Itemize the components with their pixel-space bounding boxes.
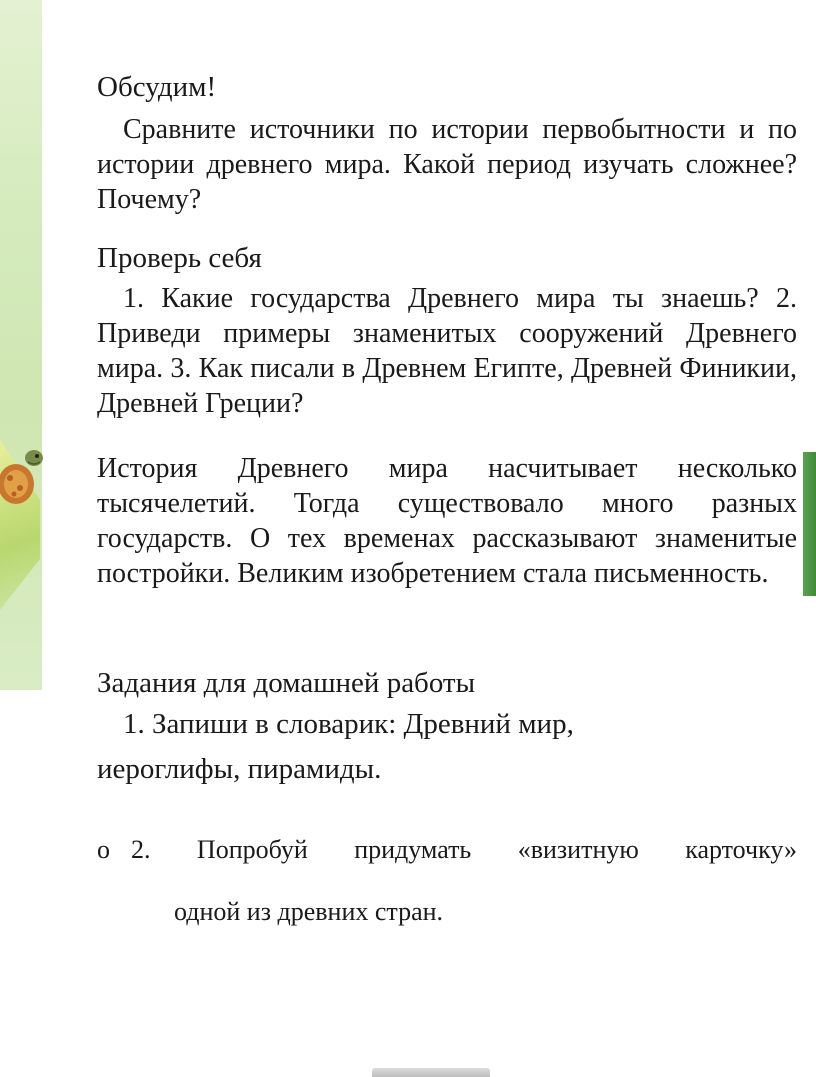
decorative-side-strip [0,0,42,690]
discuss-paragraph: Сравните источники по истории первобытности и по истории древнего мира. Какой период изучать сложнее? Почему? [97,114,797,215]
homework-task-1-line-1: 1. Запиши в словарик: Древний мир, [123,708,574,740]
homework-task-2-line-2: одной из древних стран. [174,897,444,926]
homework-heading: Задания для домашней работы [97,667,476,699]
summary-paragraph: История Древнего мира насчитывает несколько тысячелетий. Тогда существовало много разных государств. О тех временах рассказывают знаменитые постройки. Великим изобретением стала письменность. [97,453,797,589]
discuss-heading: Обсудим! [97,71,217,103]
homework-task-2-line-1: 2. Попробуй придумать «визитную карточку» [131,835,797,864]
chapter-tab-marker [803,452,816,596]
list-bullet-marker: o [97,835,110,864]
turtle-illustration-icon [0,440,44,510]
check-yourself-heading: Проверь себя [97,242,262,274]
check-yourself-paragraph: 1. Какие государства Древнего мира ты знаешь? 2. Приведи примеры знаменитых сооружений Древнего мира. 3. Как писали в Древнем Египте, Древней Финикии, Древней Греции? [97,283,797,419]
homework-task-1-line-2: иероглифы, пирамиды. [97,753,382,785]
page-bottom-marker [372,1068,490,1077]
homework-task-2 [97,834,797,866]
